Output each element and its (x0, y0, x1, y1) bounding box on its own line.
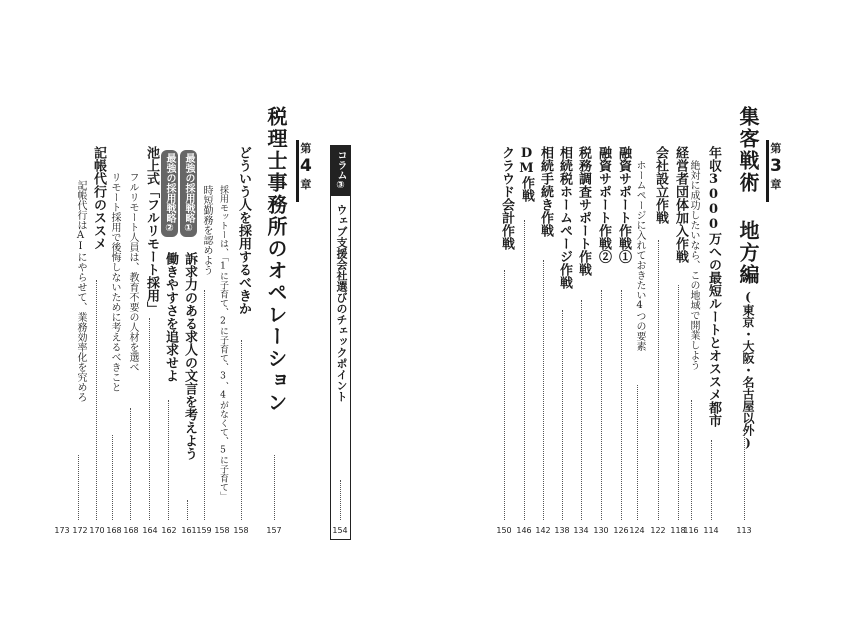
chapter-4-title: 税理士事務所のオペレーション (264, 106, 288, 414)
right-page: 第 3 章 集客戦術 地方編 (東京・大阪・名古屋以外) 113 年収3000万への最短ルートとオススメ都市 114 絶対に成功したいなら、この地域で開業しよう 116 経営者団体加入作戦 118 会社設立作戦 122 ホームページに入れておきたい4つの要素 124 融資サポート作戦① 126 融資サポート作戦② 130 税務調査サポート作戦 134 相続税ホームページ作戦 138 相続手続き作戦 142 DM作戦 146 クラウド会計作戦 150 (496, 106, 782, 535)
toc-entry: 税務調査サポート作戦 (576, 146, 591, 276)
column-label: コラム③ (335, 150, 346, 191)
toc-entry: DM作戦 (519, 146, 534, 202)
toc-entry: どういう人を採用するべきか (236, 146, 251, 315)
toc-subentry: ホームページに入れておきたい4つの要素 (634, 160, 645, 351)
chapter-3-title: 集客戦術 地方編 (東京・大阪・名古屋以外) (736, 106, 760, 450)
toc-entry: 訴求力のある求人の文言を考えよう (182, 252, 197, 460)
left-page: コラム③ ウェブ支援会社選びのチェックポイント 154 第 4 章 税理士事務所のオペレーション 157 どういう人を採用するべきか 158 採用モットーは、「1に子育て、2に子育て、3、4がなくて、5に子育て」 158 時短勤務を認めよう 159 最強の採用戦略① 161 訴求力のある求人の文言を考えよう 最強の採用戦略② 162 働きやすさを追求せよ 池上式「フルリモート採用」 164 フルリモート人員は、教育不要の人材を選べ 168 リモート採用で後悔しないために考えるべきこと 168 記帳代行のススメ 170 記帳代行はAIにやらせて、業務効率化を究めろ 172 173 (0, 0, 430, 620)
toc-entry: 融資サポート作戦① (616, 146, 631, 263)
strategy-badge-2: 最強の採用戦略② (161, 150, 178, 237)
toc-subentry: リモート採用で後悔しないために考えるべきこと (109, 172, 120, 392)
chapter-3-label: 第 3 章 (770, 140, 782, 192)
toc-entry: 会社設立作戦 (653, 146, 668, 224)
toc-entry: 記帳代行のススメ (91, 146, 106, 250)
toc-entry: クラウド会計作戦 (499, 146, 514, 250)
toc-entry: 相続税ホームページ作戦 (557, 146, 572, 289)
strategy-badge-1: 最強の採用戦略① (180, 150, 197, 237)
toc-subentry: 採用モットーは、「1に子育て、2に子育て、3、4がなくて、5に子育て」 (218, 185, 228, 501)
page-number: 113 (736, 526, 752, 535)
toc-subentry: 時短勤務を認めよう (201, 185, 212, 275)
toc-subentry: フルリモート人員は、教育不要の人材を選べ (127, 172, 138, 372)
toc-entry: 融資サポート作戦② (596, 146, 611, 263)
toc-entry: 相続手続き作戦 (538, 146, 553, 237)
toc-subentry: 記帳代行はAIにやらせて、業務効率化を究めろ (75, 180, 86, 402)
chapter-4-label: 第 4 章 (300, 140, 312, 192)
toc-entry: 池上式「フルリモート採用」 (144, 146, 159, 315)
column-title: ウェブ支援会社選びのチェックポイント (335, 204, 348, 402)
toc-entry: 年収3000万への最短ルートとオススメ都市 (706, 146, 721, 427)
toc-entry: 働きやすさを追求せよ (163, 252, 178, 382)
toc-entry: 経営者団体加入作戦 (673, 146, 688, 263)
toc-subentry: 絶対に成功したいなら、この地域で開業しよう (688, 160, 699, 370)
